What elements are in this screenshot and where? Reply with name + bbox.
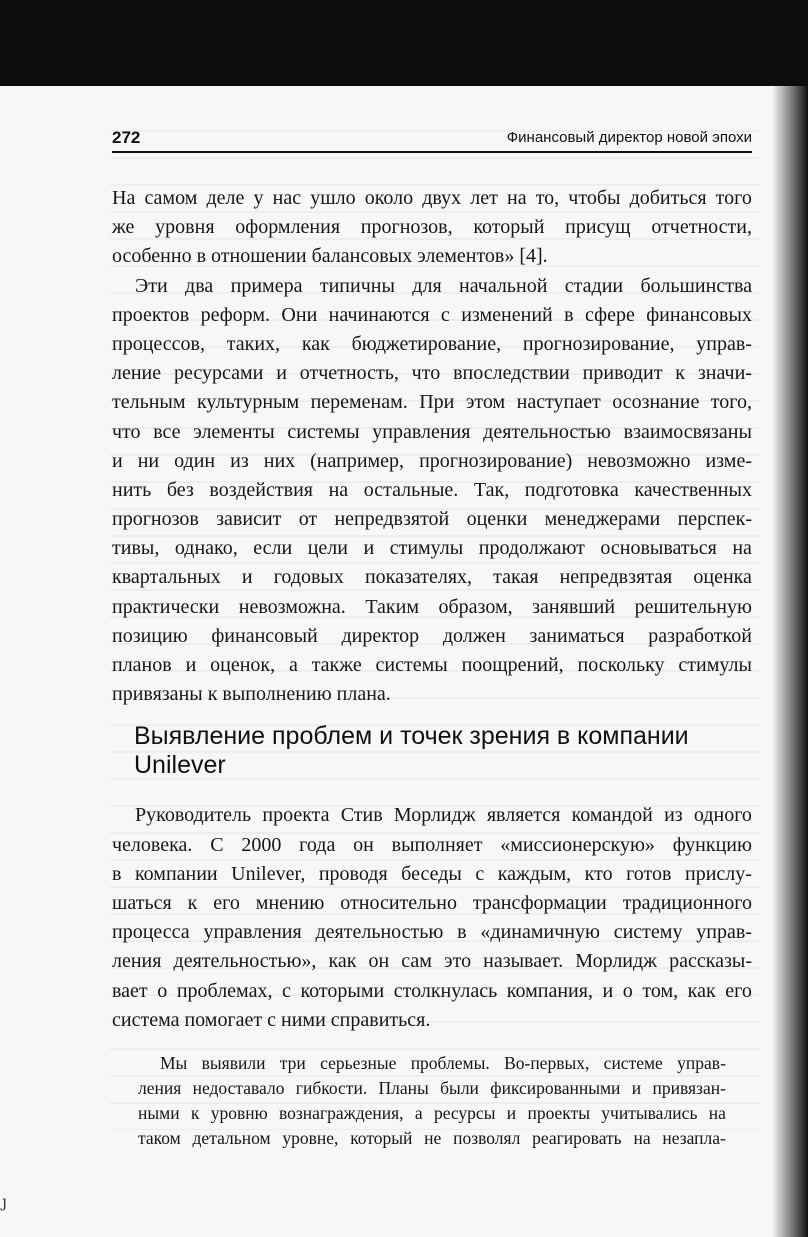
text-line: и ни один из них (например, прогнозирование) невозможно изме- [112, 449, 752, 472]
text-line: система помогает с ними справиться. [112, 1008, 431, 1031]
text-line: тельным культурным переменам. При этом наступает осознание того, [112, 391, 752, 414]
page-body [112, 184, 752, 1151]
quote-line: ными к уровню вознаграждения, а ресурсы и проекты учитывались на [138, 1102, 726, 1123]
paragraph-1 [112, 184, 752, 272]
paragraph-3 [112, 801, 752, 1035]
text-line: проектов реформ. Они начинаются с изменений в сфере финансовых [112, 303, 752, 326]
text-line: планов и оценок, а также системы поощрений, поскольку стимулы [112, 654, 752, 676]
text-line: в компании Unilever, проводя беседы с каждым, кто готов прислу- [112, 862, 752, 885]
edge-mark: ȷ [2, 1192, 7, 1211]
text-line: что все элементы системы управления деятельностью взаимосвязаны [112, 420, 752, 443]
section-heading-line: Выявление проблем и точек зрения в компании [134, 722, 689, 751]
quote-line: Мы выявили три серьезные проблемы. Во-первых, системе управ- [160, 1052, 726, 1073]
paragraph-2 [112, 272, 752, 710]
page-number: 272 [112, 128, 141, 147]
text-line: вает о проблемах, с которыми столкнулась компания, и о том, как его [112, 979, 752, 1002]
text-line: процессов, таких, как бюджетирование, прогнозирование, управ- [112, 332, 752, 355]
text-line: позицию финансовый директор должен заниматься разработкой [112, 624, 752, 647]
text-line: прогнозов зависит от непредвзятой оценки менеджерами перспек- [112, 508, 752, 531]
text-line: нить без воздействия на остальные. Так, подготовка качественных [112, 478, 752, 501]
scan-top-shadow [0, 0, 808, 86]
book-title: Финансовый директор новой эпохи [506, 129, 752, 146]
text-line: шаться к его мнению относительно трансформации традиционного [112, 891, 752, 914]
text-line: особенно в отношении балансовых элементов» [4]. [112, 245, 548, 268]
text-line: практически невозможна. Таким образом, занявший решительную [112, 595, 752, 618]
running-header [112, 127, 752, 153]
text-line: же уровня оформления прогнозов, который присущ отчетности, [112, 216, 752, 239]
text-line: привязаны к выполнению плана. [112, 683, 391, 706]
text-line: ление ресурсами и отчетность, что впоследствии приводит к значи- [112, 362, 752, 385]
text-line: человека. С 2000 года он выполняет «миссионерскую» функцию [112, 833, 752, 856]
section-heading [134, 722, 752, 780]
quote-line: таком детальном уровне, который не позволял реагировать на незапла- [138, 1127, 726, 1148]
text-line: квартальных и годовых показателях, такая непредвзятая оценка [112, 566, 752, 589]
block-quote [138, 1051, 726, 1151]
quote-line: ления недоставало гибкости. Планы были фиксированными и привязан- [138, 1077, 726, 1098]
text-line: Эти два примера типичны для начальной стадии большинства [135, 274, 752, 297]
text-line: Руководитель проекта Стив Морлидж является командой из одного [135, 804, 752, 827]
text-line: На самом деле у нас ушло около двух лет на то, чтобы добиться того [112, 187, 752, 209]
text-line: ления деятельностью», как он сам это называет. Морлидж рассказы- [112, 950, 752, 973]
text-line: тивы, однако, если цели и стимулы продолжают основываться на [112, 537, 752, 560]
section-heading-line: Unilever [134, 751, 226, 780]
text-line: процесса управления деятельностью в «динамичную систему управ- [112, 921, 752, 944]
binding-edge-shadow [772, 86, 808, 1237]
